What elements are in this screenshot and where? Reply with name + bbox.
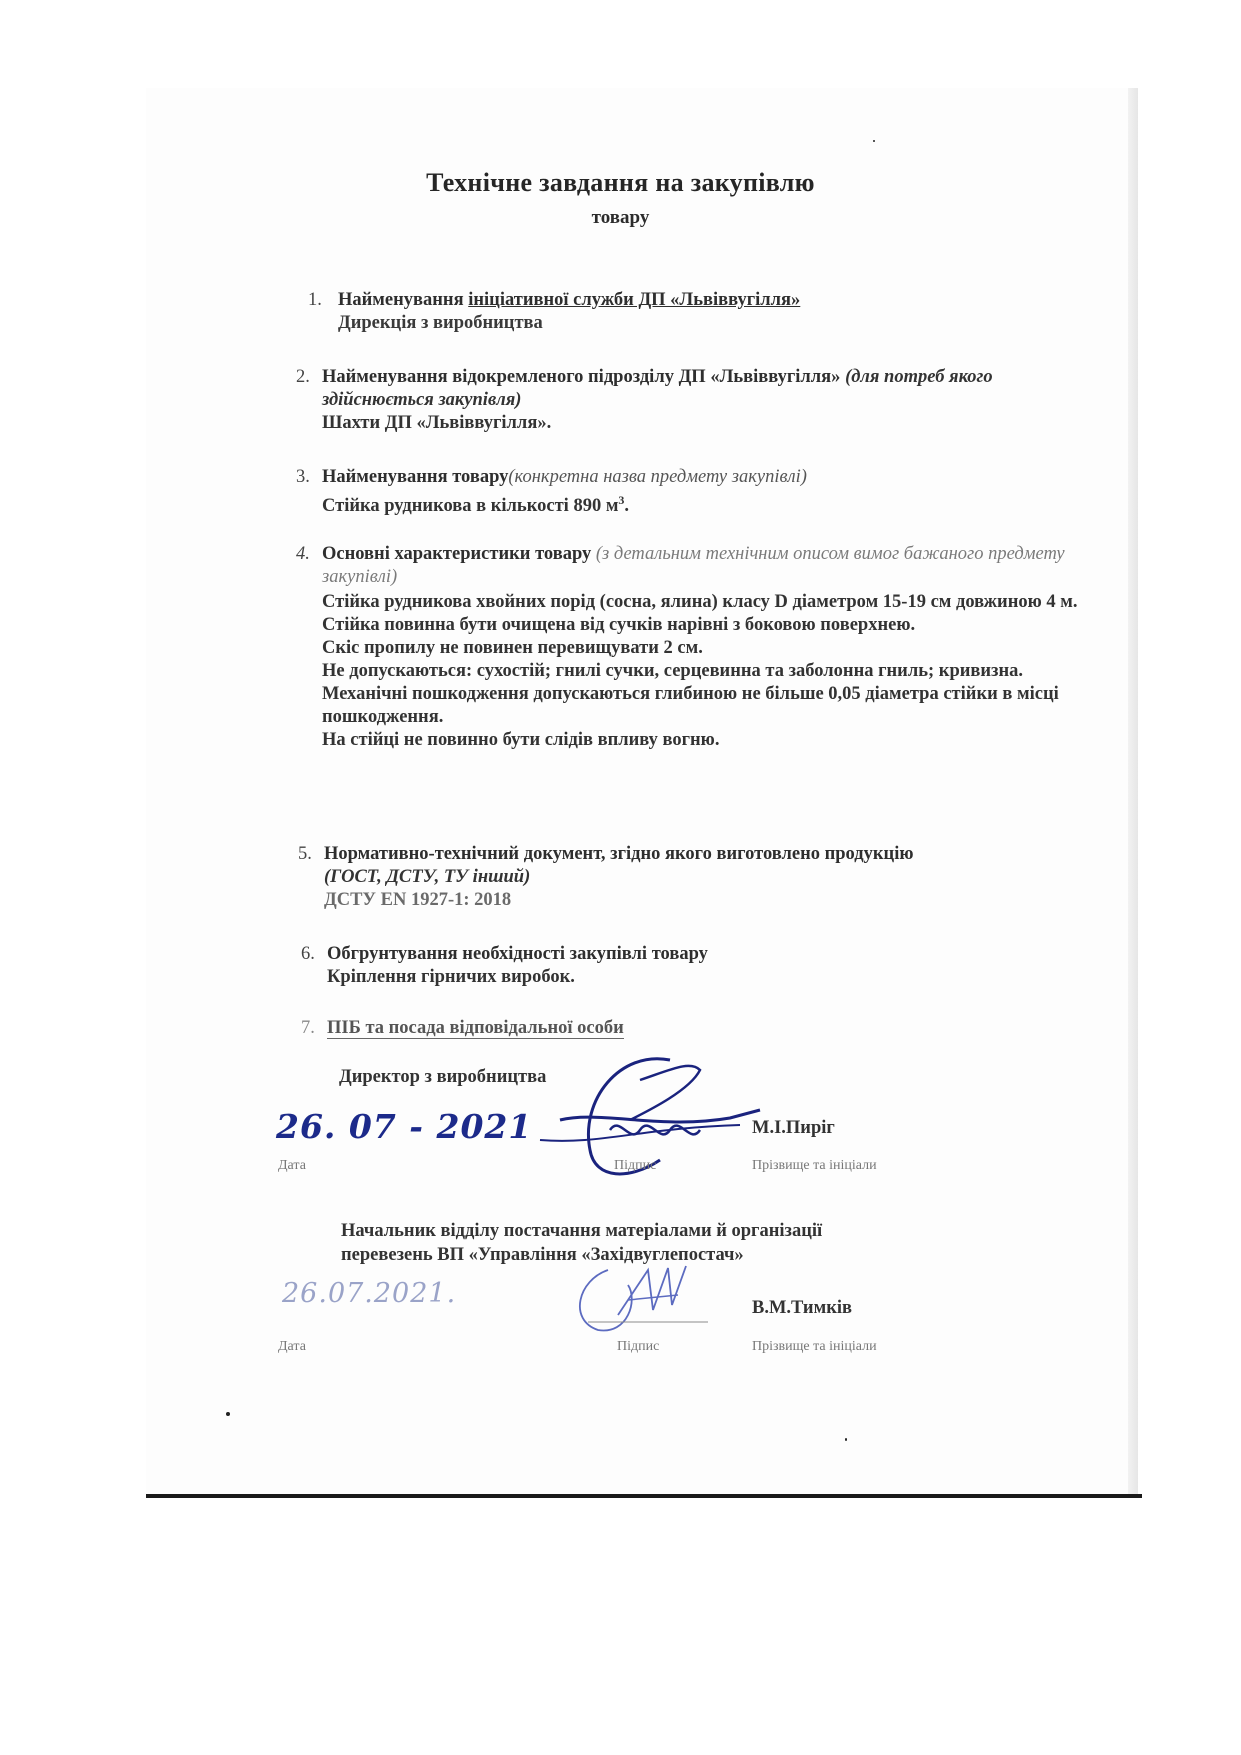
section-number: 4.	[296, 544, 310, 564]
signatory-1-name: М.І.Пиріг	[752, 1118, 835, 1138]
signatory-2-name: В.М.Тимків	[752, 1298, 852, 1318]
section-number: 6.	[301, 944, 315, 964]
position-line: Начальник відділу постачання матеріалами й організації	[341, 1221, 823, 1241]
section-4	[296, 543, 1082, 752]
section-note: (для потреб якого здійснюється закупівля)	[322, 367, 993, 410]
section-value: Дирекція з виробництва	[338, 313, 543, 333]
section-heading: Найменування товару	[322, 467, 509, 487]
section-heading: Найменування відокремленого підрозділу ДП «Львіввугілля»	[322, 367, 841, 387]
signatory-2-handwritten-date: 26.07.2021.	[282, 1278, 457, 1309]
document-title: Технічне завдання на закупівлю	[426, 168, 815, 197]
scan-speck	[873, 140, 875, 142]
section-number: 1.	[308, 290, 322, 310]
section-heading: Нормативно-технічний документ, згідно якого виготовлено продукцію	[324, 844, 914, 864]
section-1	[308, 289, 1138, 335]
section-number: 5.	[298, 844, 312, 864]
section-value: ДСТУ EN 1927-1: 2018	[324, 890, 512, 910]
unit-superscript: 3	[618, 493, 625, 507]
section-number: 2.	[296, 367, 310, 387]
section-7	[301, 1017, 1127, 1040]
section-number: 3.	[296, 467, 310, 487]
section-number: 7.	[301, 1018, 315, 1038]
signatory-2-signature	[568, 1260, 728, 1350]
section-heading-underlined: ініціативної служби ДП «Львіввугілля»	[468, 290, 801, 310]
spec-line: Механічні пошкодження допускаються глибиною не більше 0,05 діаметра стійки в місці пошкодження.	[322, 684, 1059, 727]
scan-bottom-edge	[146, 1494, 1142, 1498]
quantity-text: Стійка рудникова в кількості 890 м	[322, 496, 619, 517]
signatory-2-date-caption: Дата	[278, 1339, 306, 1354]
scan-speck	[226, 1412, 230, 1416]
section-note: (конкретна назва предмету закупівлі)	[508, 467, 807, 487]
signatory-1-date-caption: Дата	[278, 1158, 306, 1173]
section-value: Шахти ДП «Львіввугілля».	[322, 413, 552, 433]
signatory-2-signature-caption: Підпис	[617, 1339, 660, 1354]
section-value: Стійка рудникова в кількості 890 $м^3$.	[322, 493, 630, 517]
position-line: перевезень ВП «Управління «Західвуглепостач»	[341, 1245, 744, 1265]
signatory-1-position: Директор з виробництва	[339, 1067, 547, 1087]
signatory-1-handwritten-date: 26. 07 - 2021	[276, 1107, 533, 1146]
section-value: Кріплення гірничих виробок.	[327, 967, 575, 987]
document-subtitle: товару	[591, 207, 650, 228]
section-note: (з детальним технічним описом вимог бажаного предмету закупівлі)	[322, 544, 1065, 587]
section-heading: Обгрунтування необхідності закупівлі товару	[327, 944, 708, 964]
section-note: (ГОСТ, ДСТУ, ТУ інший)	[324, 867, 531, 887]
spec-line: Стійка повинна бути очищена від сучків нарівні з боковою поверхнею.	[322, 615, 916, 635]
section-5	[298, 843, 1084, 912]
section-6	[301, 943, 1127, 989]
section-heading: Найменування	[338, 290, 469, 310]
section-heading: ПІБ та посада відповідальної особи	[327, 1018, 624, 1038]
signatory-2-name-caption: Прізвище та ініціали	[752, 1339, 877, 1354]
spec-line: Не допускаються: сухостій; гнилі сучки, серцевинна та заболонна гниль; кривизна.	[322, 661, 1024, 681]
spec-line: Стійка рудникова хвойних порід (сосна, ялина) класу D діаметром 15-19 см довжиною 4 м.	[322, 592, 1078, 612]
scan-speck	[845, 1438, 847, 1441]
signatory-1-signature-caption: Підпис	[614, 1158, 657, 1173]
spec-line: На стійці не повинно бути слідів впливу вогню.	[322, 730, 720, 750]
spec-line: Скіс пропилу не повинен перевищувати 2 см.	[322, 638, 703, 658]
section-heading: Основні характеристики товару	[322, 544, 592, 564]
section-2	[296, 366, 1102, 435]
signatory-1-name-caption: Прізвище та ініціали	[752, 1158, 877, 1173]
section-3	[296, 466, 1122, 518]
